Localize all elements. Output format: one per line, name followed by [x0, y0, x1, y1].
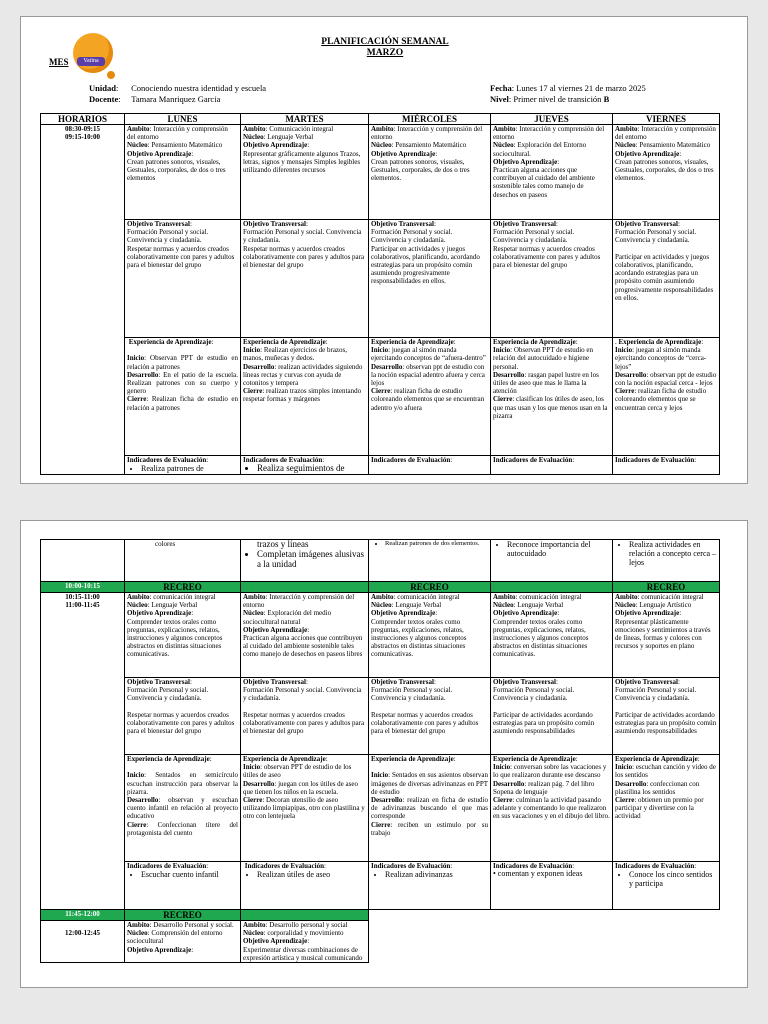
b2-viernes-transversal-cell: Objetivo Transversal: Formación Personal y social. Convivencia y ciudadanía. Participar de actividades acordando estrategias para un propósito común asumiendo responsabilidades	[613, 678, 720, 755]
b1-lunes-indicadores-cont: colores	[125, 540, 241, 582]
b1-martes-indicadores-cont: trazos y líneas • Completan imágenes alusivas a la unidad	[241, 540, 369, 582]
table-row	[41, 921, 720, 963]
b1-miercoles-indicadores-cont: • Realizan patrones de dos elementos.	[369, 540, 491, 582]
b2-jueves-transversal-cell: Objetivo Transversal: Formación Personal y social. Convivencia y ciudadanía. Participar de actividades acordando estrategias para un propósito común asumiendo responsabilidades	[491, 678, 613, 755]
b1-jueves-experiencia-cell: Experiencia de Aprendizaje: Inicio: Observan PPT de estudio en relación del autocuidado e higiene personal. Desarrollo: rasgan papel lustre en los útiles de aseo que mas le llama la atención Cierre: clasifican los útiles de aseo, los que mas usan y los que menos usan en la pizarra	[491, 338, 613, 456]
col-jueves: JUEVES	[491, 114, 613, 125]
col-miercoles: MIÉRCOLES	[369, 114, 491, 125]
recreo1-time: 10:00-10:15	[41, 582, 125, 593]
document-title: PLANIFICACIÓN SEMANAL	[321, 37, 449, 47]
b2-miercoles-indicadores-cell: Indicadores de Evaluación: • Realizan adivinanzas	[369, 862, 491, 910]
b3-blank	[369, 921, 720, 963]
b1-viernes-indicadores-cell: Indicadores de Evaluación:	[613, 456, 720, 475]
block1-time-1: 08:30-09:15	[65, 125, 100, 133]
block2-time-2: 11:00-11:45	[65, 601, 100, 610]
b2-miercoles-experiencia-cell: Experiencia de Aprendizaje: Inicio: Sentados en sus asientos observan imágenes de diversas adivinanzas en PPT de estudio Desarrollo: realizan en ficha de estudio de adivinanzas buscando el que mas corresponde Cierre: reciben un estimulo por su trabajo	[369, 755, 491, 862]
b2-viernes-objetivo-cell: Ambito: comunicación integral Núcleo: Lenguaje Artístico Objetivo Aprendizaje: Representar plásticamente emociones y sentimientos a través de líneas, formas y colores con recursos y soportes en plano	[613, 593, 720, 678]
b2-martes-experiencia-cell: Experiencia de Aprendizaje: Inicio: observan PPT de estudio de los útiles de aseo Desarrollo: juegan con los útiles de aseo que tienen los niños en la escuela. Cierre: Decoran utensilio de aseo utilizando limpiapipas, otro con plastilina y otro con lentejuela	[241, 755, 369, 862]
col-lunes: LUNES	[125, 114, 241, 125]
document-page-1	[20, 16, 748, 484]
b1-miercoles-indicadores-cell: Indicadores de Evaluación:	[369, 456, 491, 475]
document-subtitle: MARZO	[366, 48, 404, 58]
b2-martes-transversal-cell: Objetivo Transversal: Formación Personal y social. Convivencia y ciudadanía. Respetar normas y acuerdos creados colaborativamente con pares y adultos para el bienestar del grupo	[241, 678, 369, 755]
b2-jueves-indicadores-cell: Indicadores de Evaluación: • comentan y exponen ideas	[491, 862, 613, 910]
col-horarios: HORARIOS	[41, 114, 125, 125]
b2-miercoles-objetivo-cell: Ambito: comunicación integral Núcleo: Lenguaje Verbal Objetivo Aprendizaje: Comprender textos orales como preguntas, explicaciones, relatos, instrucciones y algunos conceptos abstractos en distintas situaciones comunicativas.	[369, 593, 491, 678]
b1-lunes-experiencia-cell: Experiencia de Aprendizaje: Inicio: Observan PPT de estudio en relación a patrones Desarrollo: En el patio de la escuela. Realizan patrones con su cuerpo y genero Cierre: Realizan ficha de estudio en relación a patrones	[125, 338, 241, 456]
b2-martes-objetivo-cell: Ambito: Interacción y comprensión del entorno Núcleo: Exploración del medio sociocultural natural Objetivo Aprendizaje: Practican alguna acciones que contribuyen al cuidado del ambiente sostenible tales como manejo de desechos en paseos libres	[241, 593, 369, 678]
recreo1-jueves	[491, 582, 613, 593]
b1-martes-transversal-cell: Objetivo Transversal: Formación Personal y social. Convivencia y ciudadanía. Respetar normas y acuerdos creados colaborativamente con pares y adultos para el bienestar del grupo	[241, 220, 369, 338]
block2-time-cell	[41, 593, 125, 910]
b3-lunes-cell: Ambito: Desarrollo Personal y social. Núcleo: Comprensión del entorno sociocultural Objetivo Aprendizaje:	[125, 921, 241, 963]
b2-viernes-indicadores-cell: Indicadores de Evaluación: • Conoce los cinco sentidos y participa	[613, 862, 720, 910]
col-viernes: VIERNES	[613, 114, 720, 125]
b1-lunes-transversal-cell: Objetivo Transversal: Formación Personal y social. Convivencia y ciudadanía. Respetar normas y acuerdos creados colaborativamente con pares y adultos para el bienestar del grupo	[125, 220, 241, 338]
nivel-letter: B	[603, 94, 610, 104]
b2-miercoles-transversal-cell: Objetivo Transversal: Formación Personal y social. Convivencia y ciudadanía. Respetar normas y acuerdos creados colaborativamente con pares y adultos para el bienestar del grupo	[369, 678, 491, 755]
schedule-table-part-2	[40, 539, 720, 963]
recreo2-blank	[369, 910, 720, 921]
recreo2-lunes: RECREO	[125, 910, 241, 921]
recreo-row	[41, 910, 720, 921]
recreo1-lunes: RECREO	[125, 582, 241, 593]
unidad-label: Unidad	[89, 83, 116, 93]
logo-mes-text: MES	[49, 57, 69, 67]
unidad-row: Unidad: Conociendo nuestra identidad y escuela	[89, 83, 267, 93]
recreo-row	[41, 582, 720, 593]
b2-viernes-experiencia-cell: Experiencia de Aprendizaje: Inicio: escuchan canción y video de los sentidos Desarrollo: confeccionan con plastilina los sentidos Cierre: obtienen un premio por participar y divertirse con la actividad	[613, 755, 720, 862]
b2-martes-indicadores-cell: Indicadores de Evaluación: • Realizan útiles de aseo	[241, 862, 369, 910]
recreo1-viernes: RECREO	[613, 582, 720, 593]
schedule-table-part-1	[40, 113, 720, 475]
b1-martes-objetivo-cell: Ambito: Comunicación integral Núcleo: Lenguaje Verbal Objetivo Aprendizaje: Representar gráficamente algunos Trazos, letras, signos y mensajes Simples legibles utilizando diferentes recursos	[241, 125, 369, 220]
docente-row: Docente: Tamara Manriquez Garcia	[89, 94, 221, 104]
b1-martes-indicadores-cell: Indicadores de Evaluación: • Realiza seguimientos de	[241, 456, 369, 475]
b1-horario-cont-cell	[41, 540, 125, 582]
b1-miercoles-objetivo-cell: Ambito: Interacción y comprensión del entorno Núcleo: Pensamiento Matemático Objetivo Aprendizaje: Crean patrones sonoros, visuales, Gestuales, corporales, de dos o tres elementos.	[369, 125, 491, 220]
b1-miercoles-transversal-cell: Objetivo Transversal: Formación Personal y social. Convivencia y ciudadanía. Participar en actividades y juegos colaborativos, planificando, acordando estrategias para un propósito común asumiendo progresivamente responsabilidades en ellos.	[369, 220, 491, 338]
recreo2-time: 11:45-12:00	[41, 910, 125, 921]
fecha-row: Fecha: Lunes 17 al viernes 21 de marzo 2025	[490, 83, 646, 93]
nivel-value: Primer nivel de transición	[513, 94, 602, 104]
docente-value: Tamara Manriquez Garcia	[131, 94, 221, 104]
b1-viernes-transversal-cell: Objetivo Transversal: Formación Personal y social. Convivencia y ciudadanía. Participar en actividades y juegos colaborativos, planificando, acordando estrategias para un propósito común asumiendo progresivamente responsabilidades en ellos.	[613, 220, 720, 338]
nivel-label: Nivel	[490, 94, 509, 104]
b1-jueves-indicadores-cont: • Reconoce importancia del autocuidado	[491, 540, 613, 582]
table-row	[41, 338, 720, 456]
b1-viernes-experiencia-cell: . Experiencia de Aprendizaje: Inicio: juegan al simón manda ejercitando conceptos de “cerca- lejos” Desarrollo: observan ppt de estudio con la noción espacial cerca - lejos Cierre: realizan ficha de estudio coloreando elementos que se encuentran cerca y lejos	[613, 338, 720, 456]
block2-time-1: 10:15-11:00	[65, 593, 100, 601]
recreo1-martes	[241, 582, 369, 593]
block3-time-cell	[41, 921, 125, 963]
b1-jueves-transversal-cell: Objetivo Transversal: Formación Personal y social. Convivencia y ciudadanía. Respetar normas y acuerdos creados colaborativamente con pares y adultos para el bienestar del grupo	[491, 220, 613, 338]
fecha-label: Fecha	[490, 83, 512, 93]
block1-time-2: 09:15-10:00	[65, 133, 100, 142]
b1-jueves-indicadores-cell: Indicadores de Evaluación:	[491, 456, 613, 475]
b2-lunes-experiencia-cell: Experiencia de Aprendizaje: Inicio: Sentados en semicírculo escuchan instrucción para observar la pizarra. Desarrollo: observan y escuchan cuento infantil en relación al proyecto educativo Cierre: Confeccionan títere del protagonista del cuento	[125, 755, 241, 862]
table-header-row	[41, 114, 720, 125]
table-row	[41, 678, 720, 755]
nivel-row: Nivel: Primer nivel de transición B	[490, 94, 610, 104]
b1-viernes-objetivo-cell: Ambito: Interacción y comprensión del entorno Núcleo: Pensamiento Matemático Objetivo Aprendizaje: Crean patrones sonoros, visuales, Gestuales, corporales, de dos o tres elementos.	[613, 125, 720, 220]
b1-lunes-objetivo-cell: Ambito: Interacción y comprensión del entorno Núcleo: Pensamiento Matemático Objetivo Aprendizaje: Crean patrones sonoros, visuales, Gestuales, corporales, de dos o tres elementos	[125, 125, 241, 220]
b3-martes-cell: Ambito: Desarrollo personal y social Núcleo: corporalidad y movimiento Objetivo Aprendizaje: Experimentar diversas combinaciones de expresión artística y musical comunicando	[241, 921, 369, 963]
b1-lunes-indicadores-cell: Indicadores de Evaluación: • Realiza patrones de	[125, 456, 241, 475]
table-row	[41, 220, 720, 338]
b2-jueves-experiencia-cell: Experiencia de Aprendizaje: Inicio: conversan sobre las vacaciones y lo que realizaron durante ese descanso Desarrollo: realizan pág. 7 del libro Sopena de lenguaje Cierre: culminan la actividad pasando adelante y comentando lo que realizaron en sus vacaciones y en el dibujo del libro.	[491, 755, 613, 862]
table-row	[41, 862, 720, 910]
recreo2-martes	[241, 910, 369, 921]
b2-lunes-objetivo-cell: Ambito: comunicación integral Núcleo: Lenguaje Verbal Objetivo Aprendizaje: Comprender textos orales como preguntas, explicaciones, relatos, instrucciones y algunos conceptos abstractos en distintas situaciones comunicativas.	[125, 593, 241, 678]
b2-jueves-objetivo-cell: Ambito: comunicación integral Núcleo: Lenguaje Verbal Objetivo Aprendizaje: Comprender textos orales como preguntas, explicaciones, relatos, instrucciones y algunos conceptos abstractos en distintas situaciones comunicativas.	[491, 593, 613, 678]
b1-jueves-objetivo-cell: Ambito: Interacción y comprensión del entorno Núcleo: Exploración del Entorno sociocultural. Objetivo Aprendizaje: Practican alguna acciones que contribuyen al cuidado del ambiente sostenible tales como manejo de desechos en paseos	[491, 125, 613, 220]
table-row	[41, 593, 720, 678]
col-martes: MARTES	[241, 114, 369, 125]
logo-dot-icon	[107, 71, 115, 79]
block1-time-cell	[41, 125, 125, 475]
table-row	[41, 456, 720, 475]
b2-lunes-transversal-cell: Objetivo Transversal: Formación Personal y social. Convivencia y ciudadanía. Respetar normas y acuerdos creados colaborativamente con pares y adultos para el bienestar del grupo	[125, 678, 241, 755]
block3-time: 12:00-12:45	[65, 929, 100, 937]
recreo1-miercoles: RECREO	[369, 582, 491, 593]
logo-badge-text: Vatina	[77, 57, 105, 66]
table-row	[41, 125, 720, 220]
unidad-value: Conociendo nuestra identidad y escuela	[131, 83, 267, 93]
table-row	[41, 755, 720, 862]
document-page-2	[20, 520, 748, 988]
fecha-value: Lunes 17 al viernes 21 de marzo 2025	[516, 83, 646, 93]
b1-miercoles-experiencia-cell: Experiencia de Aprendizaje: Inicio: juegan al simón manda ejercitando conceptos de “afuera-dentro” Desarrollo: observan ppt de estudio con la noción espacial adentro afuera y cerca lejos Cierre: realizan ficha de estudio coloreando elementos que se encuentran adentro y/o afuera	[369, 338, 491, 456]
b1-viernes-indicadores-cont: • Realiza actividades en relación a concepto cerca – lejos	[613, 540, 720, 582]
b1-martes-experiencia-cell: Experiencia de Aprendizaje: Inicio: Realizan ejercicios de brazos, manos, muñecas y dedos. Desarrollo: realizan actividades siguiendo líneas rectas y curvas con ayuda de cotonitos y tempera Cierre: realizan trazos simples intentando respetar formas y márgenes	[241, 338, 369, 456]
docente-label: Docente	[89, 94, 119, 104]
b2-lunes-indicadores-cell: Indicadores de Evaluación: • Escuchar cuento infantil	[125, 862, 241, 910]
table-row	[41, 540, 720, 582]
